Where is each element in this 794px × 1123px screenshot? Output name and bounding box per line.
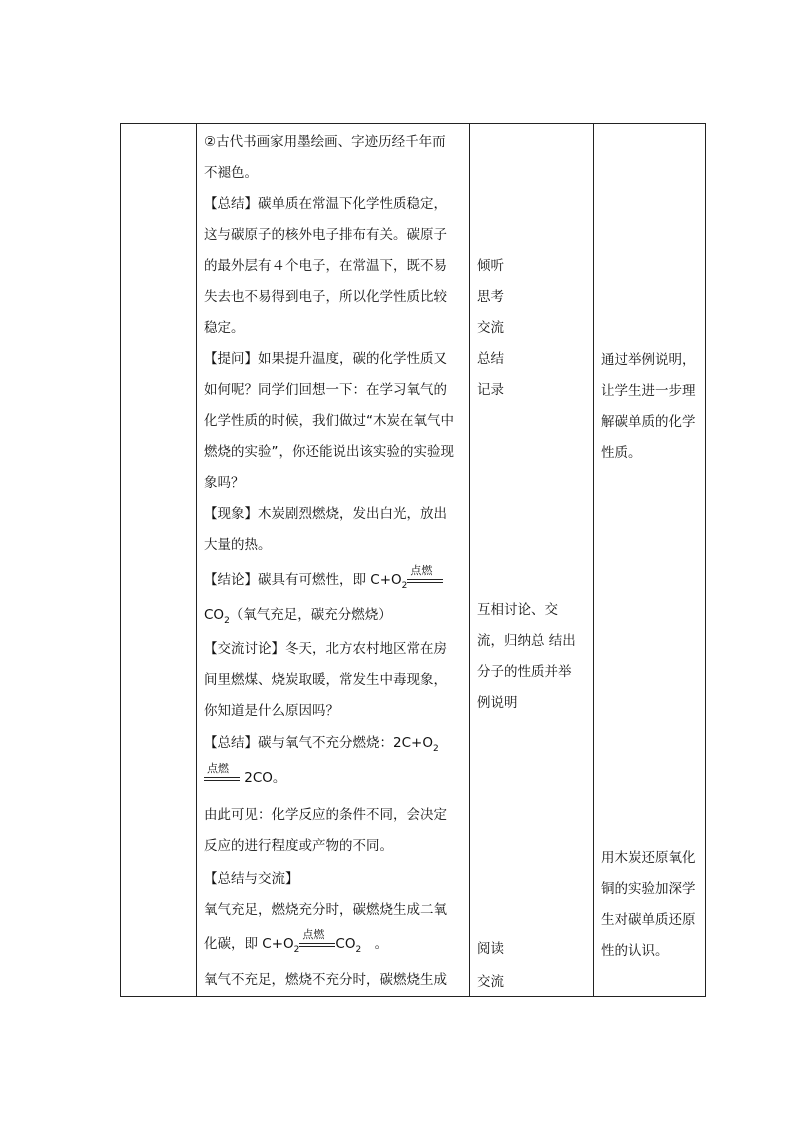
text-line: 稳定。 [204,320,245,336]
condition-label: 点燃 [410,564,433,577]
text-line: 的最外层有４个电子，在常温下，既不易 [204,258,447,274]
text-line: 如何呢？同学们回想一下：在学习氧气的 [204,382,447,398]
reaction-condition [204,762,240,788]
text-line: 间里燃煤、烧炭取暖，常发生中毒现象， [204,672,447,688]
text-line: 分子的性质并举 [477,664,572,680]
text-line: 通过举例说明， [601,352,696,368]
equation-line [204,928,389,956]
text-line: 反应的进行程度或产物的不同。 [204,838,393,854]
text-line: 失去也不易得到电子，所以化学性质比较 [204,289,447,305]
summary-heading-line: 【总结】碳单质在常温下化学性质稳定， [204,196,447,212]
text-line: 燃烧的实验”，你还能说出该实验的实验现 [204,444,454,460]
text-line: 例说明 [477,695,518,711]
text-line: ②古代书画家用墨绘画、字迹历经千年而 [204,134,446,150]
equation-text: CO [335,936,356,952]
subscript: 2 [432,744,439,754]
text-line: 不褪色。 [204,165,258,181]
reaction-condition [407,564,443,590]
text-line: 氧气充足，燃烧充分时，碳燃烧生成二氧 [204,902,447,918]
text-line: 铜的实验加深学 [601,881,696,897]
text-line: 大量的热。 [204,537,272,553]
stage-column [121,124,197,996]
subscript: 2 [293,945,300,955]
activity-item: 思考 [477,289,504,305]
text-line: 象吗？ [204,475,245,491]
activity-item: 交流 [477,320,504,336]
text-line: 让学生进一步理 [601,383,696,399]
text-line: 解碳单质的化学 [601,414,696,430]
equation-continuation [204,762,287,788]
conclusion-equation-line [204,564,443,592]
phenomenon-heading-line: 【现象】木炭剧烈燃烧，发出白光，放出 [204,506,447,522]
lesson-table [120,123,706,997]
design-intent-column [594,124,705,996]
discussion-heading-line: 【交流讨论】冬天，北方农村地区常在房 [204,641,447,657]
text-line: 这与碳原子的核外电子排布有关。碳原子 [204,227,447,243]
text-line: 流，归纳总 结出 [477,633,576,649]
condition-label: 点燃 [207,762,229,775]
activity-item: 记录 [477,382,504,398]
equation-text: 【结论】碳具有可燃性，即 C+O [204,572,402,588]
text-line: 你知道是什么原因吗？ [204,703,339,719]
text-line [204,605,392,627]
equation-note: （氧气充足，碳充分燃烧） [229,607,392,623]
activity-item: 交流 [477,974,504,990]
equation-text: 。 [361,936,389,952]
subscript: 2 [401,581,408,591]
activity-item: 倾听 [477,258,504,274]
activity-item: 总结 [477,351,504,367]
question-heading-line: 【提问】如果提升温度，碳的化学性质又 [204,351,447,367]
activity-item: 阅读 [477,941,504,957]
subscript: 2 [224,616,230,626]
text-line: 生对碳单质还原 [601,912,696,928]
text-line: 性的认识。 [601,943,669,959]
student-activity-column [470,124,594,996]
reaction-condition [299,928,335,954]
equation-text: 化碳，即 C+O [204,936,294,952]
text-line: 互相讨论、交 [477,602,558,618]
text-line: 氧气不充足，燃烧不充分时，碳燃烧生成 [204,972,447,988]
summary-equation-line [204,733,439,755]
teacher-activity-column [197,124,470,996]
condition-label: 点燃 [302,928,325,941]
text-line: 化学性质的时候，我们做过“木炭在氧气中 [204,413,454,429]
summary-exchange-heading: 【总结与交流】 [204,871,299,887]
equation-text: CO [204,607,225,623]
equation-text: 2CO。 [240,770,287,786]
subscript: 2 [355,945,362,955]
text-line: 由此可见：化学反应的条件不同，会决定 [204,807,447,823]
text-line: 性质。 [601,445,642,461]
text-line: 用木炭还原氧化 [601,850,696,866]
equation-text: 【总结】碳与氧气不充分燃烧：2C+O [204,735,433,751]
